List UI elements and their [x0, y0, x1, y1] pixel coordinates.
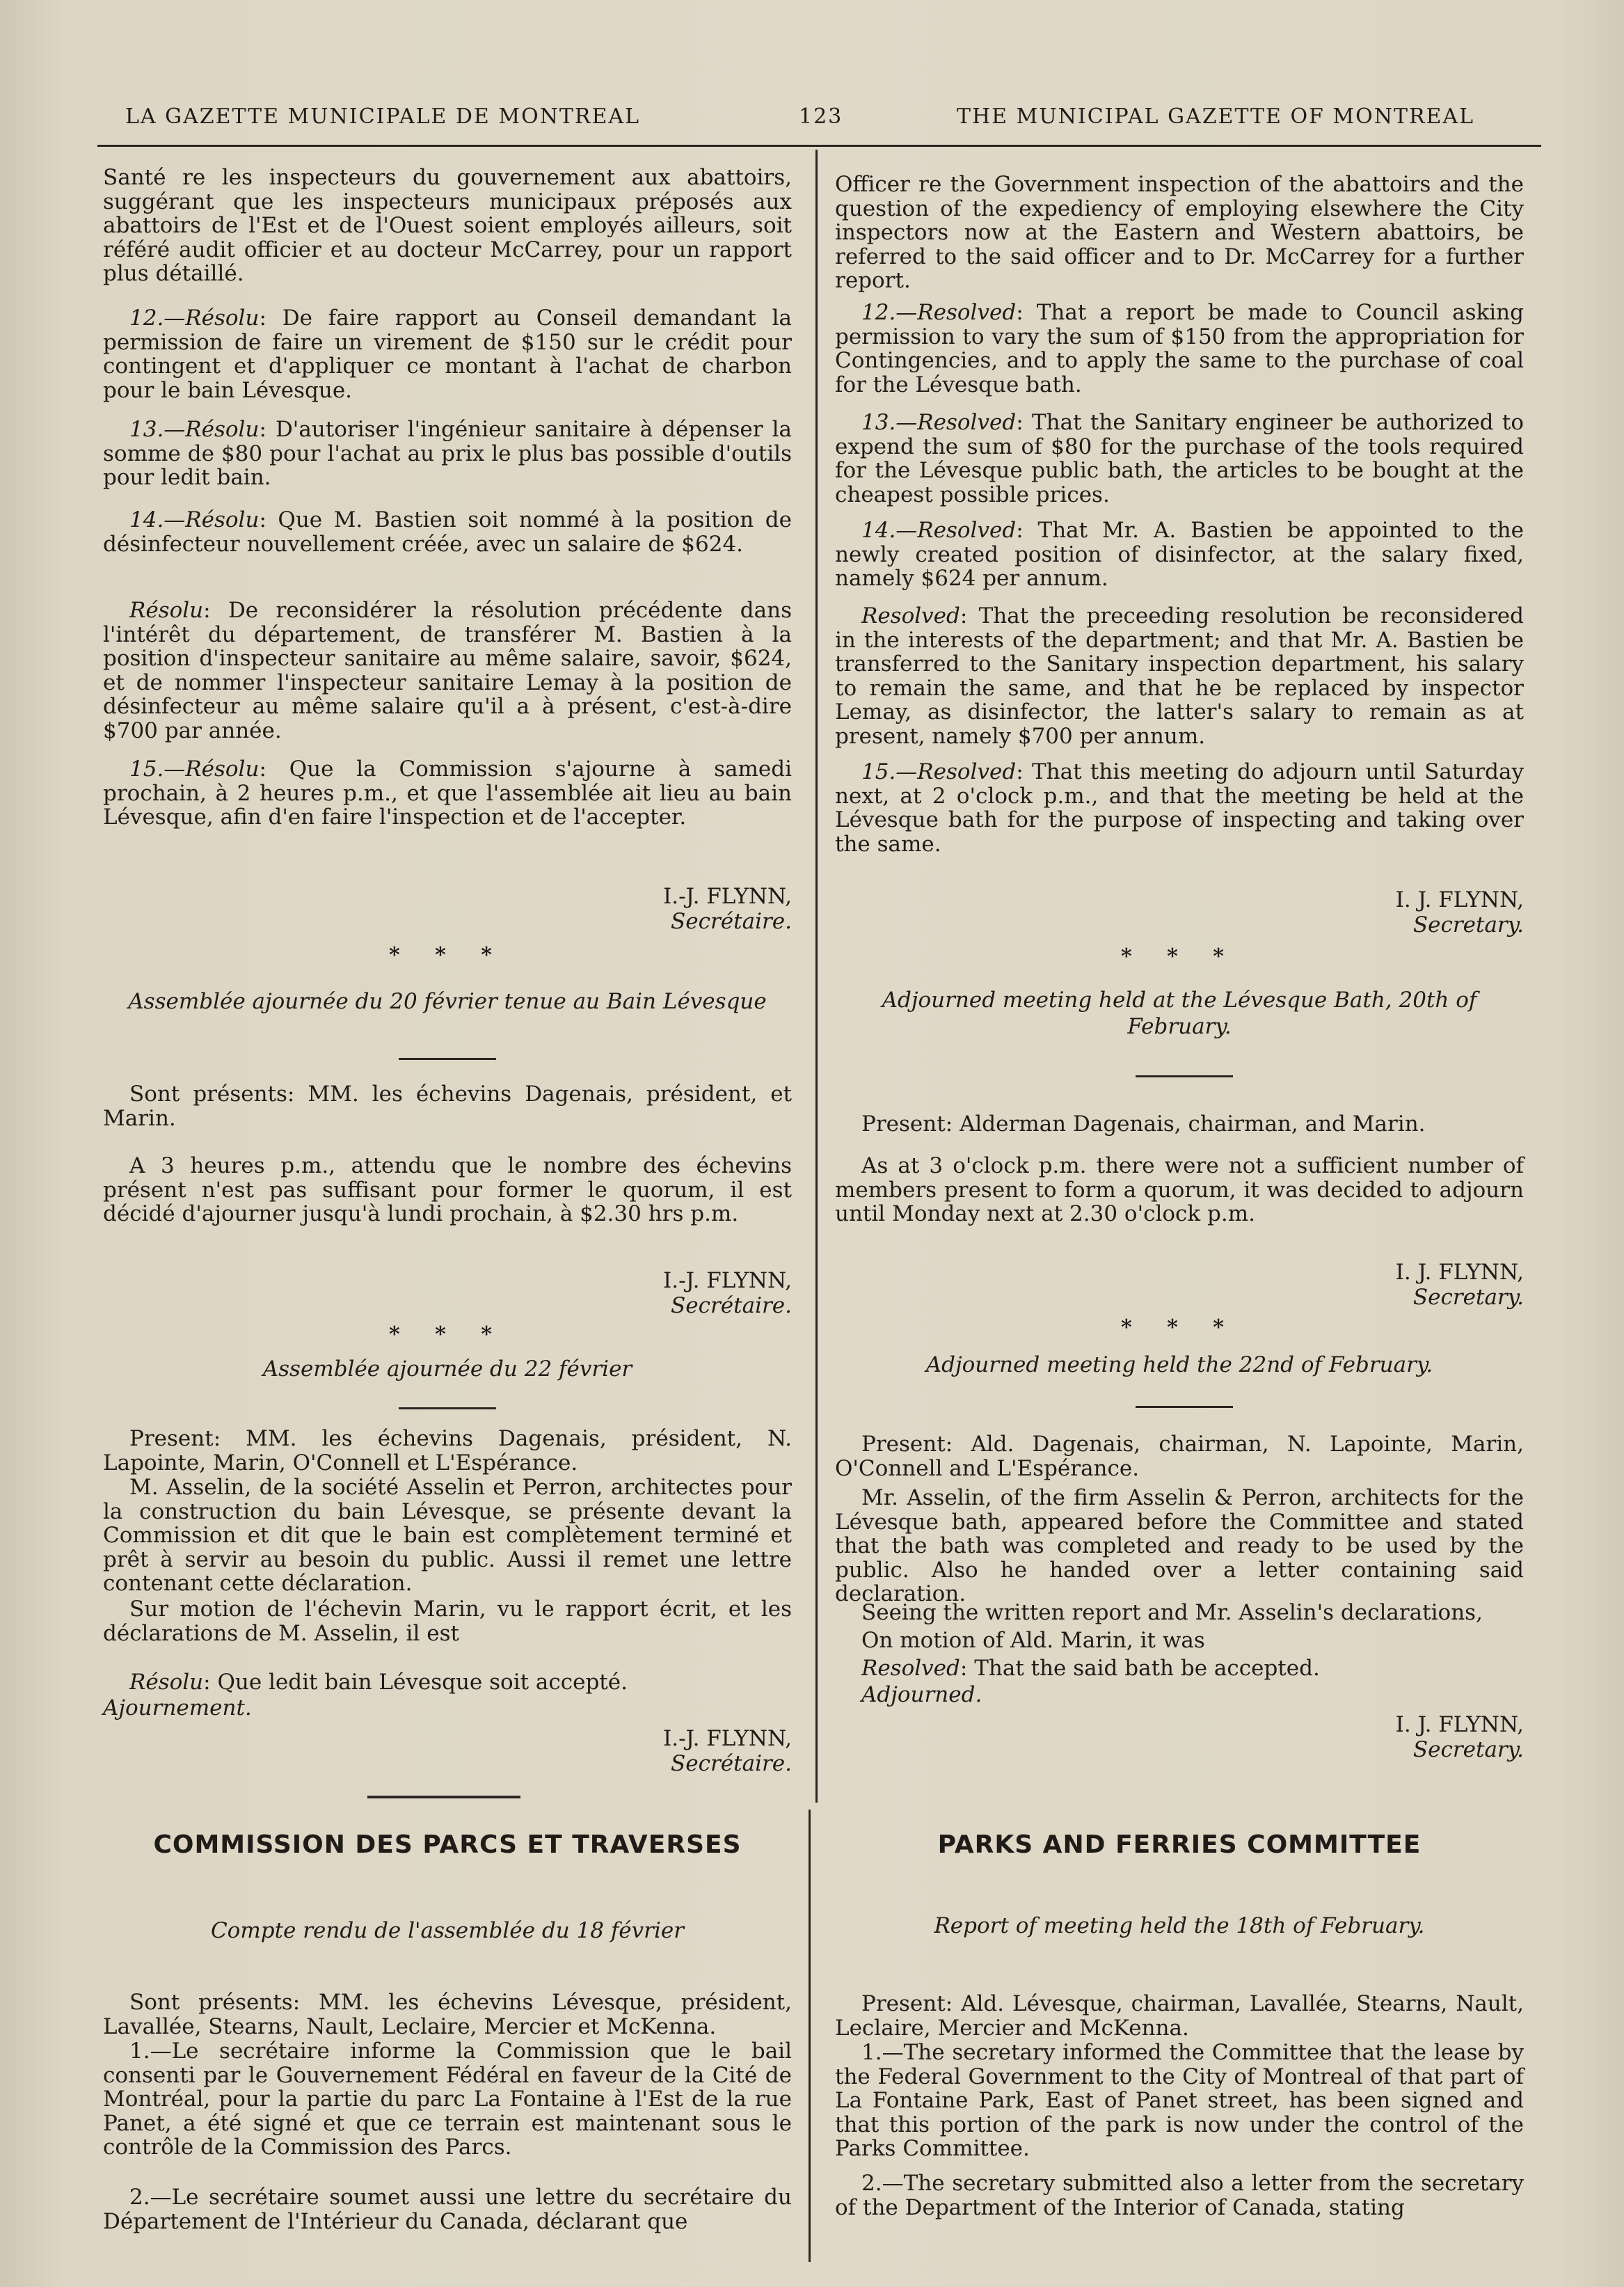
fr-meeting-title-22: Assemblée ajournée du 22 février: [262, 1356, 632, 1382]
fr-present-20: Sont présents: MM. les échevins Dagenais, président, et Marin.: [103, 1082, 792, 1131]
fr-paragraph-13: 13.—Résolu: D'autoriser l'ingénieur sanitaire à dépenser la somme de $80 pour l'achat au prix le plus bas possible d'outils pour ledit bain.: [103, 417, 792, 490]
en-seeing-paragraph: Seeing the written report and Mr. Asselin's declarations,: [861, 1600, 1483, 1625]
fr-resolution-accepted: Résolu: Que ledit bain Lévesque soit accepté.: [129, 1670, 628, 1695]
en-meeting-title-20: Adjourned meeting held at the Lévesque Bath, 20th of February.: [882, 988, 1477, 1039]
column-divider-top: [815, 150, 818, 1803]
en-parks-item-1: 1.—The secretary informed the Committee that the lease by the Federal Government to the City of Montreal of that part of La Fontaine Park, East of Panet street, has been signed and that this portion of the park is now under the control of the Parks Committee.: [835, 2040, 1524, 2161]
en-paragraph-13: 13.—Resolved: That the Sanitary engineer be authorized to expend the sum of $80 for the purchase of the tools required for the Lévesque public bath, the articles to be bought at the cheapest possible prices.: [835, 410, 1524, 507]
fr-meeting-title-20: Assemblée ajournée du 20 février tenue au Bain Lévesque: [128, 989, 767, 1014]
en-section-subtitle: Report of meeting held the 18th of February.: [934, 1913, 1425, 1938]
fr-signature-1: I.-J. FLYNN, Secrétaire.: [662, 884, 792, 934]
en-resolution-accepted: Resolved: That the said bath be accepted.: [861, 1656, 1320, 1681]
fr-adjournment: Ajournement.: [103, 1695, 252, 1720]
en-paragraph-resolved: Resolved: That the preceeding resolution be reconsidered in the interests of the department; and that Mr. A. Bastien be transferred to the Sanitary inspection department, his salary to remain the same, and that he be replaced by inspector Lemay, as disinfector, the latter's salary to remain as at present, namely $700 per annum.: [835, 603, 1524, 749]
fr-paragraph-resolu: Résolu: De reconsidérer la résolution précédente dans l'intérêt du département, de transférer M. Bastien à la position d'inspecteur sanitaire au même salaire, savoir, $624, et de nommer l'inspecteur sanitaire Lemay à la position de désinfecteur au même salaire qu'il a à présent, c'est-à-dire $700 par année.: [103, 598, 792, 743]
column-divider-bottom: [809, 1810, 811, 2262]
fr-short-rule-1: [399, 1058, 496, 1060]
en-parks-item-2: 2.—The secretary submitted also a letter from the secretary of the Department of the Interior of Canada, stating: [835, 2171, 1524, 2220]
fr-parks-item-2: 2.—Le secrétaire soumet aussi une lettre du secrétaire du Département de l'Intérieur du Canada, déclarant que: [103, 2185, 792, 2234]
en-parks-present: Present: Ald. Lévesque, chairman, Lavallée, Stearns, Nault, Leclaire, Mercier and McKenna.: [835, 1991, 1524, 2041]
fr-present-22: Present: MM. les échevins Dagenais, président, N. Lapointe, Marin, O'Connell et L'Espérance.: [103, 1426, 792, 1475]
header-rule: [97, 145, 1541, 147]
fr-short-rule-2: [399, 1407, 496, 1409]
header-english-title: THE MUNICIPAL GAZETTE OF MONTREAL: [957, 104, 1475, 129]
en-signature-2: I. J. FLYNN, Secretary.: [1395, 1260, 1524, 1310]
en-present-20: Present: Alderman Dagenais, chairman, and Marin.: [861, 1111, 1426, 1137]
fr-parks-item-1: 1.—Le secrétaire informe la Commission que le bail consenti par le Gouvernement Fédéral en faveur de la Cité de Montréal, pour la partie du parc La Fontaine à l'Est de la rue Panet, a été signé et que ce terrain est maintenant sous le contrôle de la Commission des Parcs.: [103, 2039, 792, 2160]
en-present-22: Present: Ald. Dagenais, chairman, N. Lapointe, Marin, O'Connell and L'Espérance.: [835, 1432, 1524, 1481]
en-paragraph-15: 15.—Resolved: That this meeting do adjourn until Saturday next, at 2 o'clock p.m., and that the meeting be held at the Lévesque bath for the purpose of inspecting and taking over the same.: [835, 759, 1524, 857]
fr-paragraph-14: 14.—Résolu: Que M. Bastien soit nommé à la position de désinfecteur nouvellement créée, avec un salaire de $624.: [103, 507, 792, 557]
en-paragraph-14: 14.—Resolved: That Mr. A. Bastien be appointed to the newly created position of disinfector, at the salary fixed, namely $624 per annum.: [835, 518, 1524, 591]
en-short-rule-2: [1136, 1406, 1233, 1408]
en-section-heading: PARKS AND FERRIES COMMITTEE: [937, 1830, 1422, 1859]
en-separator-stars-1: * * *: [1121, 944, 1238, 969]
fr-separator-stars-2: * * *: [389, 1322, 506, 1347]
en-separator-stars-2: * * *: [1121, 1315, 1238, 1340]
en-quorum-paragraph: As at 3 o'clock p.m. there were not a sufficient number of members present to form a quorum, it was decided to adjourn until Monday next at 2.30 o'clock p.m.: [835, 1153, 1524, 1226]
fr-section-heading: COMMISSION DES PARCS ET TRAVERSES: [153, 1830, 742, 1859]
fr-separator-stars-1: * * *: [389, 943, 506, 967]
fr-paragraph-15: 15.—Résolu: Que la Commission s'ajourne à samedi prochain, à 2 heures p.m., et que l'assemblée ait lieu au bain Lévesque, afin d'en faire l'inspection et de l'accepter.: [103, 757, 792, 830]
page-number: 123: [799, 104, 843, 129]
en-meeting-title-22: Adjourned meeting held the 22nd of February.: [925, 1352, 1433, 1377]
header-french-title: LA GAZETTE MUNICIPALE DE MONTREAL: [125, 104, 641, 129]
en-signature-3: I. J. FLYNN, Secretary.: [1395, 1712, 1524, 1762]
fr-signature-2: I.-J. FLYNN, Secrétaire.: [662, 1268, 792, 1318]
fr-quorum-paragraph: A 3 heures p.m., attendu que le nombre des échevins présent n'est pas suffisant pour former le quorum, il est décidé d'ajourner jusqu'à lundi prochain, à $2.30 hrs p.m.: [103, 1153, 792, 1226]
en-paragraph-12: 12.—Resolved: That a report be made to Council asking permission to vary the sum of $150 from the appropriation for Contingencies, and to apply the same to the purchase of coal for the Lévesque bath.: [835, 300, 1524, 397]
fr-section-subtitle: Compte rendu de l'assemblée du 18 février: [210, 1918, 685, 1943]
fr-paragraph-12: 12.—Résolu: De faire rapport au Conseil demandant la permission de faire un virement de $150 sur le crédit pour contingent et d'appliquer ce montant à l'achat de charbon pour le bain Lévesque.: [103, 306, 792, 403]
fr-asselin-paragraph: M. Asselin, de la société Asselin et Perron, architectes pour la construction du bain Lévesque, se présente devant la Commission et dit que le bain est complètement terminé et prêt à servir au besoin du public. Aussi il remet une lettre contenant cette déclaration.: [103, 1475, 792, 1596]
fr-motion-paragraph: Sur motion de l'échevin Marin, vu le rapport écrit, et les déclarations de M. Asselin, il est: [103, 1597, 792, 1646]
en-motion-paragraph: On motion of Ald. Marin, it was: [861, 1628, 1205, 1653]
en-asselin-paragraph: Mr. Asselin, of the firm Asselin & Perron, architects for the Lévesque bath, appeared before the Committee and stated that the bath was completed and ready to be used by the public. Also he handed over a letter containing said declaration.: [835, 1485, 1524, 1606]
fr-short-rule-3: [367, 1796, 520, 1798]
en-short-rule-1: [1136, 1075, 1233, 1077]
en-paragraph-1: Officer re the Government inspection of the abattoirs and the question of the expediency of employing elsewhere the City inspectors now at the Eastern and Western abattoirs, be referred to the said officer and to Dr. McCarrey for a further report.: [835, 172, 1524, 293]
en-adjournment: Adjourned.: [861, 1682, 982, 1707]
fr-parks-present: Sont présents: MM. les échevins Lévesque, président, Lavallée, Stearns, Nault, Leclaire, Mercier et McKenna.: [103, 1990, 792, 2039]
fr-paragraph-1: Santé re les inspecteurs du gouvernement aux abattoirs, suggérant que les inspecteurs municipaux préposés aux abattoirs de l'Est et de l'Ouest soient employés ailleurs, soit référé audit officier et au docteur McCarrey, pour un rapport plus détaillé.: [103, 165, 792, 286]
fr-signature-3: I.-J. FLYNN, Secrétaire.: [662, 1726, 792, 1776]
en-signature-1: I. J. FLYNN, Secretary.: [1395, 887, 1524, 937]
